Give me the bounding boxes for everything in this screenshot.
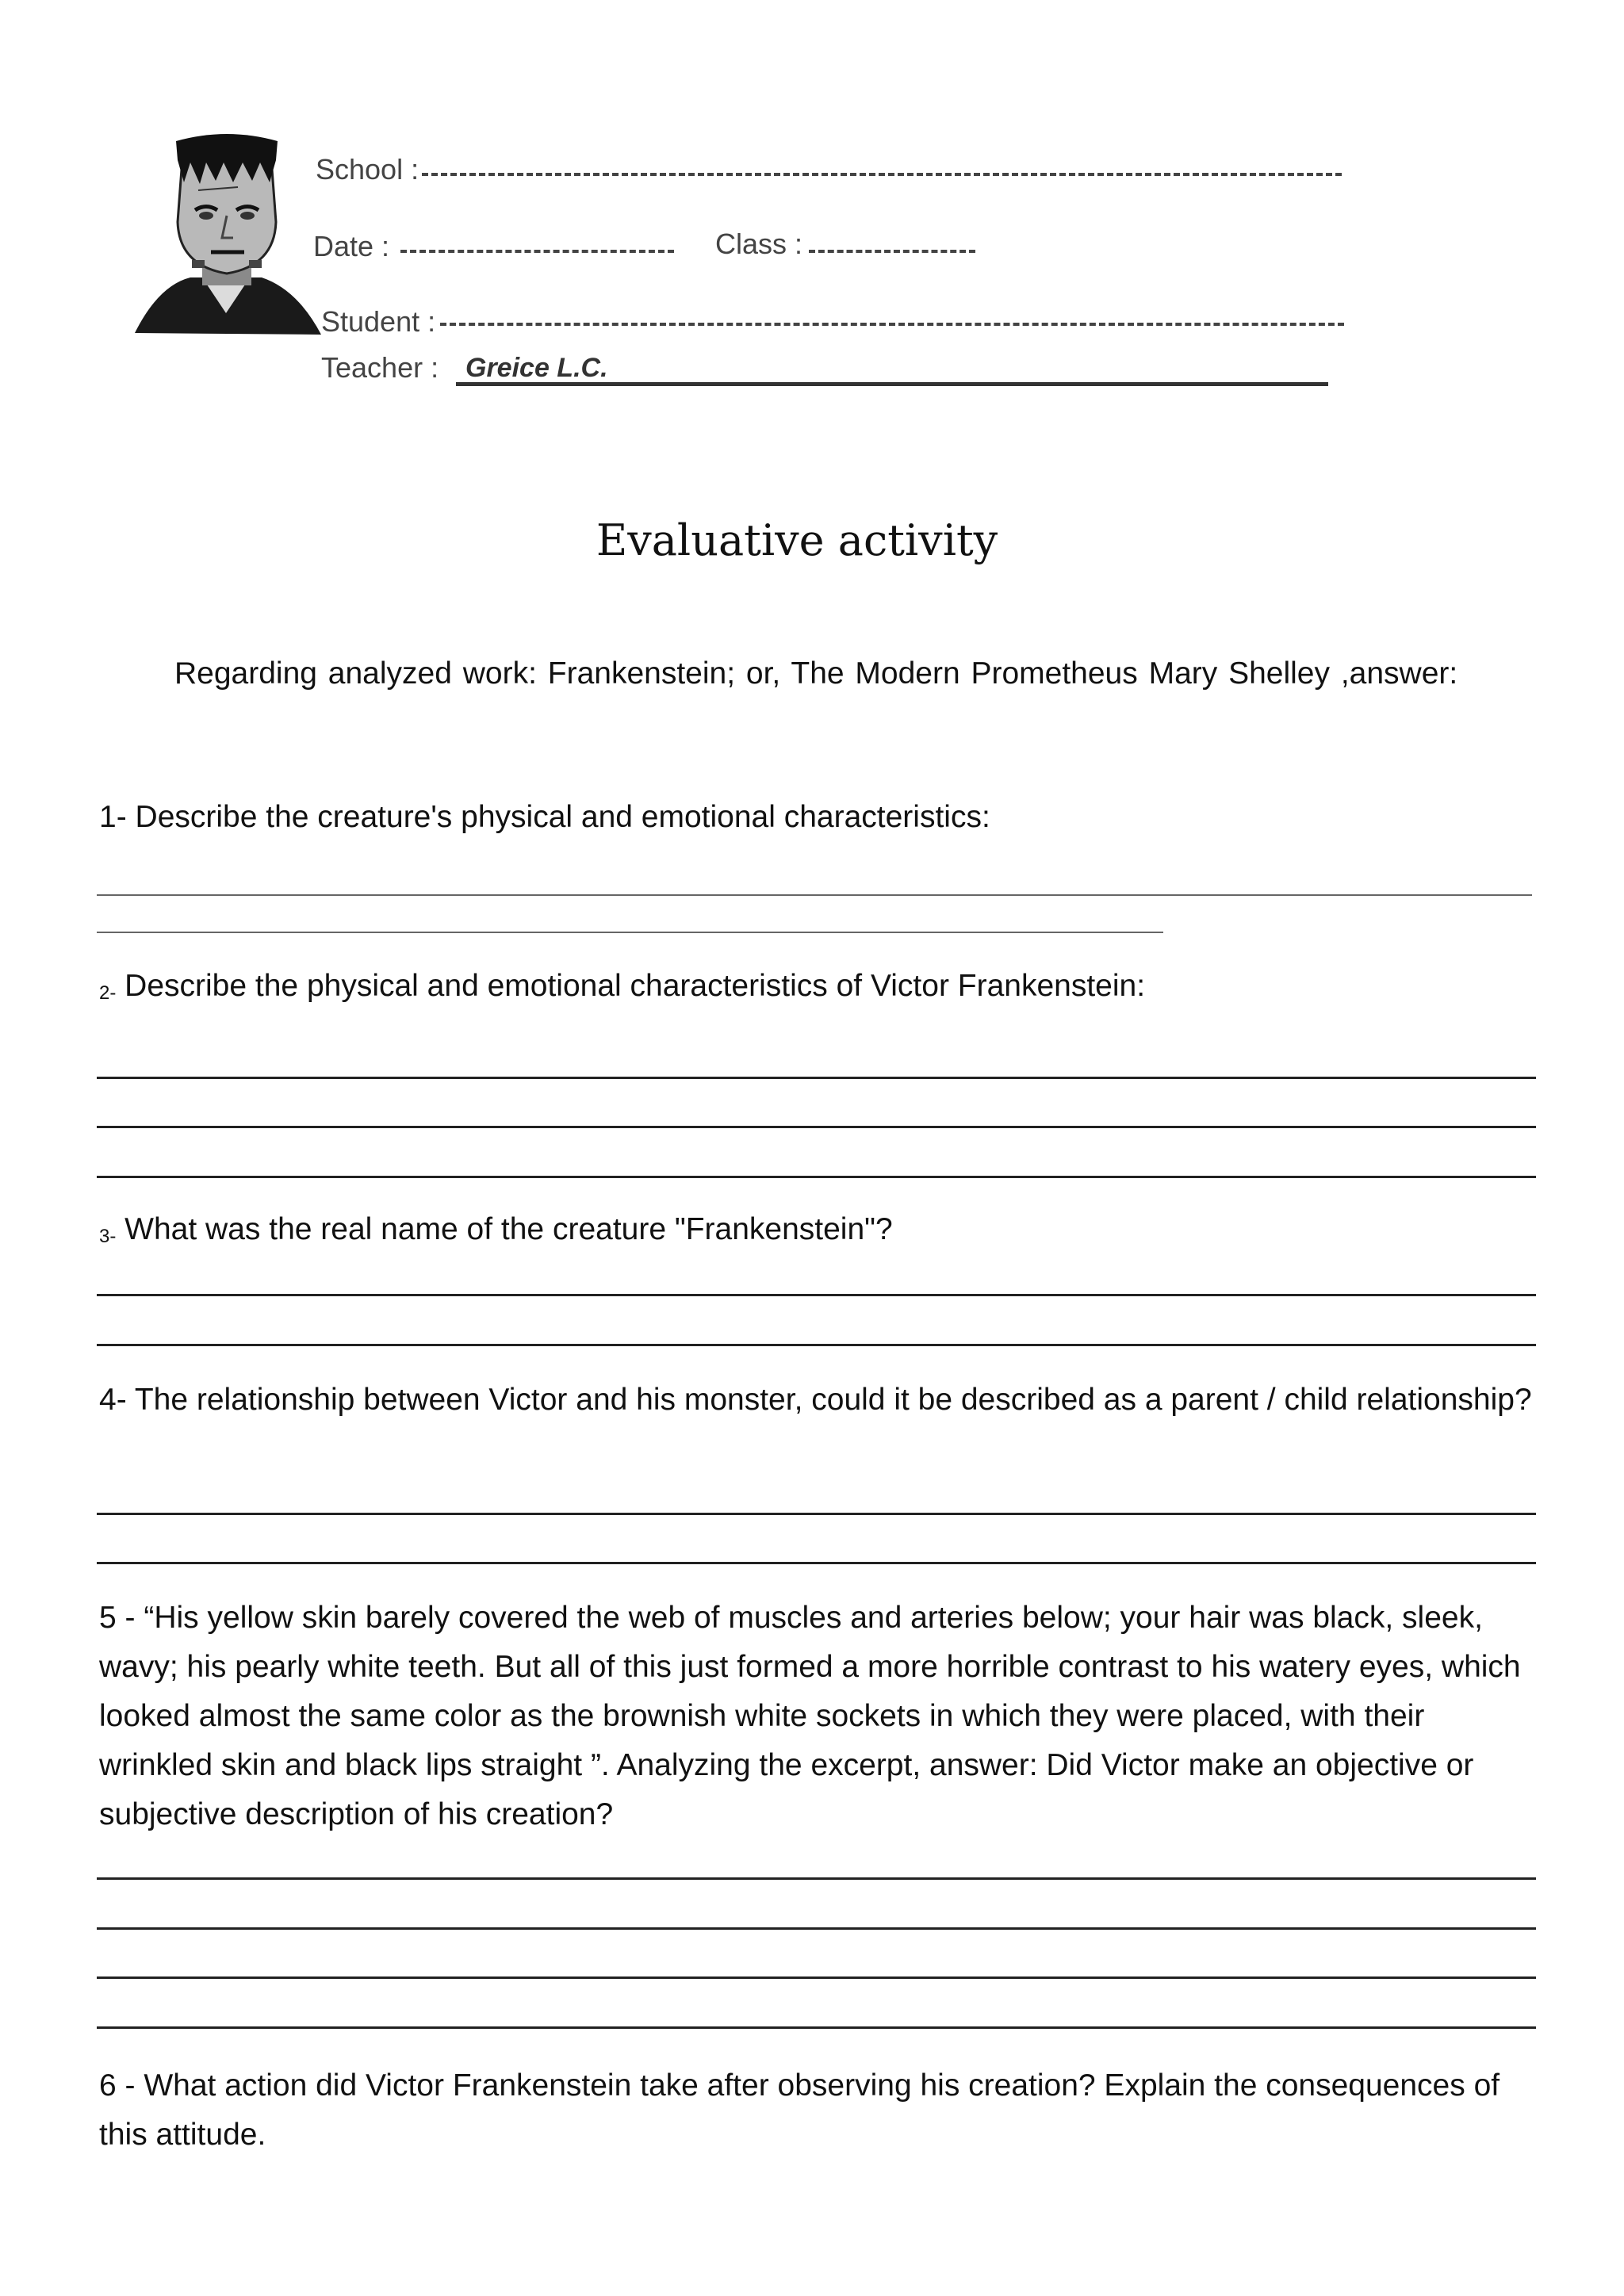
school-field[interactable] bbox=[422, 173, 1342, 176]
date-field[interactable] bbox=[400, 250, 674, 253]
question-number: 3- bbox=[99, 1226, 117, 1247]
answer-line[interactable] bbox=[97, 1126, 1536, 1128]
date-label: Date : bbox=[313, 230, 390, 262]
question-3 bbox=[99, 1205, 1534, 1261]
answer-line[interactable] bbox=[97, 1344, 1536, 1346]
answer-line[interactable] bbox=[97, 1077, 1536, 1079]
answer-line[interactable] bbox=[97, 1294, 1536, 1296]
class-label: Class : bbox=[715, 228, 803, 260]
intro-text: Regarding analyzed work: Frankenstein; or, The Modern Prometheus Mary Shelley ,answer: bbox=[174, 656, 1458, 691]
teacher-label: Teacher : bbox=[321, 351, 439, 384]
frankenstein-portrait bbox=[127, 127, 325, 341]
answer-line[interactable] bbox=[97, 932, 1163, 933]
class-field[interactable] bbox=[809, 250, 975, 253]
answer-line[interactable] bbox=[97, 1176, 1536, 1178]
teacher-name: Greice L.C. bbox=[465, 353, 608, 383]
question-number: 6 - bbox=[99, 2068, 136, 2103]
question-text: “His yellow skin barely covered the web of muscles and arteries below; your hair was black, sleek, wavy; his pearly white teeth. But all of this just formed a more horrible contrast to his watery eyes, which looked almost the same color as the brownish white sockets in which they were placed, with their wrinkled skin and black lips straight ”. Analyzing the excerpt, answer: Did Victor make an objective or subjective description of his creation? bbox=[99, 1601, 1521, 1831]
question-2 bbox=[99, 962, 1534, 1018]
question-text: The relationship between Victor and his monster, could it be described as a parent / child relationship? bbox=[126, 1383, 1532, 1417]
question-text: What action did Victor Frankenstein take after observing his creation? Explain the consequences of this attitude. bbox=[99, 2068, 1500, 2152]
question-text: Describe the physical and emotional characteristics of Victor Frankenstein: bbox=[116, 969, 1146, 1003]
answer-line[interactable] bbox=[97, 1513, 1536, 1515]
question-text: Describe the creature's physical and emotional characteristics: bbox=[126, 800, 990, 834]
question-number: 4- bbox=[99, 1383, 127, 1417]
school-label: School : bbox=[316, 153, 419, 186]
question-number: 2- bbox=[99, 982, 117, 1004]
answer-line[interactable] bbox=[97, 1877, 1536, 1880]
question-text: What was the real name of the creature "Frankenstein"? bbox=[116, 1212, 893, 1246]
student-label: Student : bbox=[321, 305, 436, 338]
answer-line[interactable] bbox=[97, 1562, 1536, 1564]
answer-line[interactable] bbox=[97, 1927, 1536, 1930]
answer-line[interactable] bbox=[97, 2026, 1536, 2029]
question-number: 5 - bbox=[99, 1601, 136, 1635]
question-6 bbox=[99, 2061, 1534, 2160]
question-number: 1- bbox=[99, 800, 127, 834]
page-title: Evaluative activity bbox=[596, 515, 998, 565]
student-field[interactable] bbox=[440, 323, 1344, 326]
answer-line[interactable] bbox=[97, 1976, 1536, 1979]
question-5 bbox=[99, 1594, 1534, 1839]
question-1 bbox=[99, 793, 1534, 842]
answer-line[interactable] bbox=[97, 894, 1532, 896]
question-4 bbox=[99, 1376, 1534, 1425]
teacher-field bbox=[456, 382, 1328, 386]
